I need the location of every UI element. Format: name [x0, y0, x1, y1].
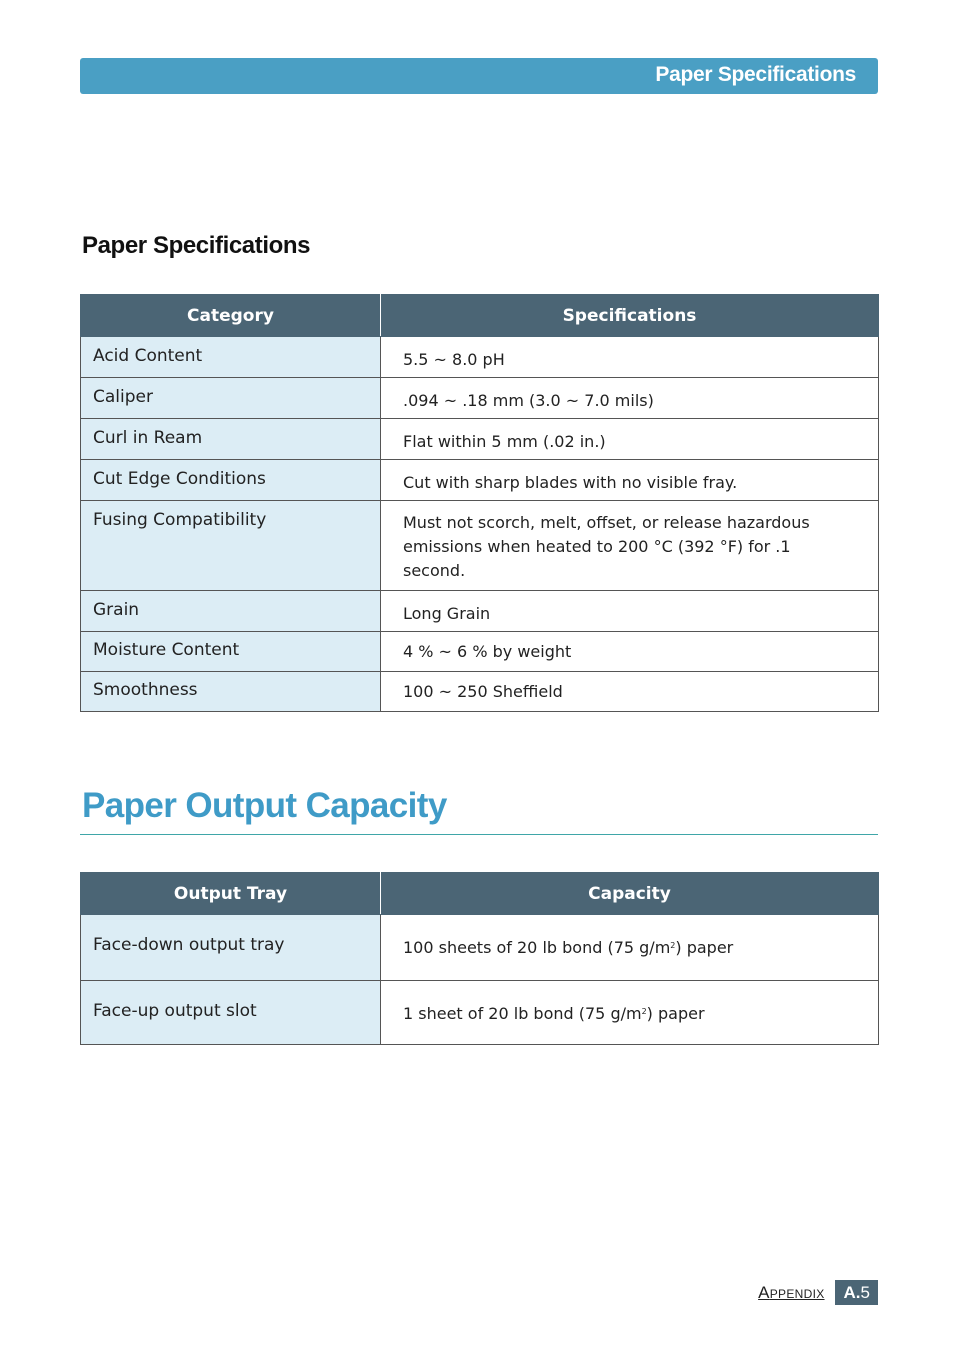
category-cell: Cut Edge Conditions	[81, 460, 381, 501]
page-footer	[758, 1280, 878, 1305]
spec-cell: .094 ~ .18 mm (3.0 ~ 7.0 mils)	[381, 378, 879, 419]
superscript: 2	[670, 941, 676, 950]
table-row	[81, 632, 879, 672]
category-cell: Fusing Compatibility	[81, 501, 381, 591]
table-row	[81, 337, 879, 378]
category-cell: Acid Content	[81, 337, 381, 378]
table-row	[81, 460, 879, 501]
spec-section-title: Paper Specifications	[82, 232, 311, 259]
title-divider	[80, 834, 878, 835]
column-header-category: Category	[81, 295, 381, 337]
table-header-row	[81, 873, 879, 915]
superscript: 2	[641, 1007, 647, 1016]
paper-spec-table	[80, 294, 879, 712]
appendix-label	[758, 1283, 824, 1303]
column-header-specifications: Specifications	[381, 295, 879, 337]
capacity-text: 1 sheet of 20 lb bond (75 g/m	[403, 1004, 642, 1023]
appendix-rest: PPENDIX	[769, 1286, 825, 1301]
category-cell: Smoothness	[81, 672, 381, 712]
table-row	[81, 501, 879, 591]
spec-cell: 5.5 ~ 8.0 pH	[381, 337, 879, 378]
capacity-text-end: ) paper	[675, 938, 734, 957]
table-row	[81, 981, 879, 1045]
page-number: 5	[860, 1283, 870, 1302]
header-bar	[80, 58, 878, 94]
page-letter: A.	[843, 1283, 861, 1302]
output-capacity-table	[80, 872, 879, 1045]
spec-cell: Must not scorch, melt, offset, or release hazardous emissions when heated to 200 °C (392 °F) for .1 second.	[381, 501, 879, 591]
table-row	[81, 419, 879, 460]
table-header-row	[81, 295, 879, 337]
tray-cell: Face-down output tray	[81, 915, 381, 981]
category-cell: Grain	[81, 591, 381, 632]
tray-cell: Face-up output slot	[81, 981, 381, 1045]
table-row	[81, 591, 879, 632]
category-cell: Moisture Content	[81, 632, 381, 672]
header-title: Paper Specifications	[655, 63, 856, 86]
capacity-section-title: Paper Output Capacity	[82, 786, 447, 825]
spec-cell: 100 ~ 250 Sheffield	[381, 672, 879, 712]
table-row	[81, 378, 879, 419]
spec-cell: Cut with sharp blades with no visible fray.	[381, 460, 879, 501]
page-number-badge	[835, 1280, 878, 1305]
capacity-cell	[381, 981, 879, 1045]
capacity-text: 100 sheets of 20 lb bond (75 g/m	[403, 938, 671, 957]
table-row	[81, 915, 879, 981]
category-cell: Curl in Ream	[81, 419, 381, 460]
table-row	[81, 672, 879, 712]
column-header-capacity: Capacity	[381, 873, 879, 915]
spec-cell: 4 % ~ 6 % by weight	[381, 632, 879, 672]
capacity-cell	[381, 915, 879, 981]
column-header-output-tray: Output Tray	[81, 873, 381, 915]
capacity-text-end: ) paper	[646, 1004, 705, 1023]
appendix-initial: A	[758, 1282, 770, 1302]
category-cell: Caliper	[81, 378, 381, 419]
spec-cell: Long Grain	[381, 591, 879, 632]
spec-cell: Flat within 5 mm (.02 in.)	[381, 419, 879, 460]
